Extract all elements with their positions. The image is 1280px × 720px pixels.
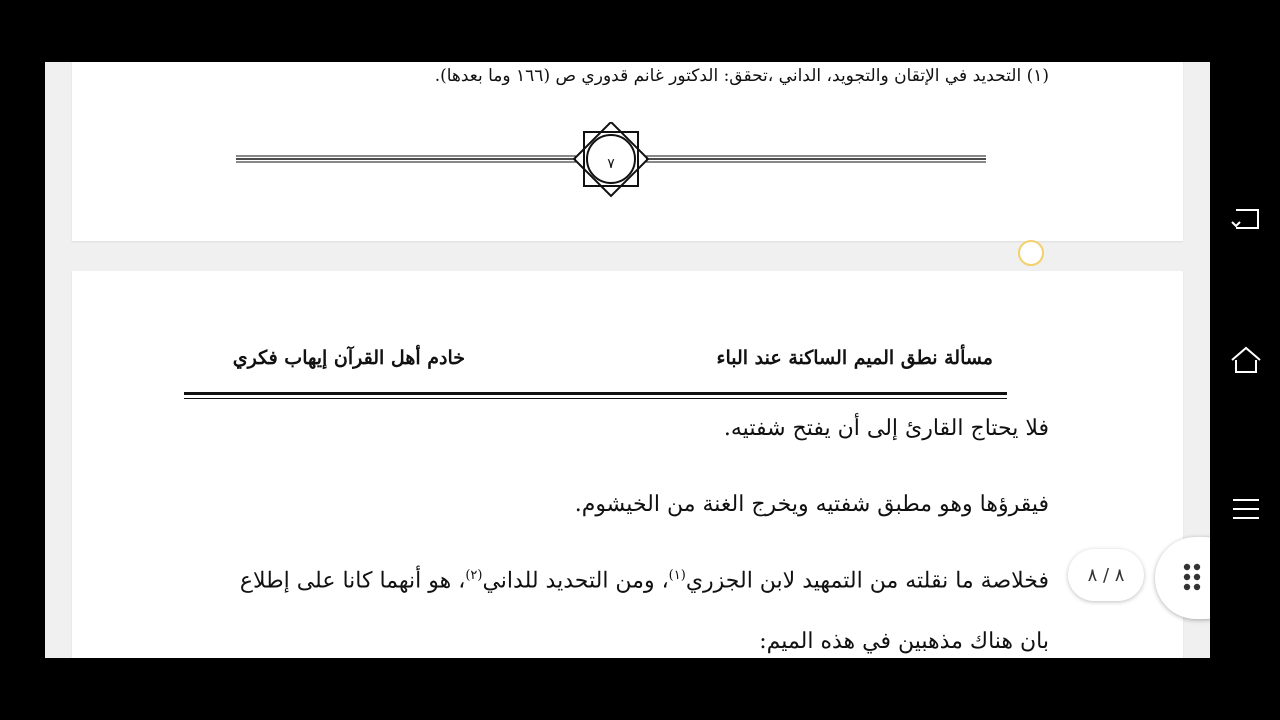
footnote: (١) التحديد في الإتقان والتجويد، الداني ،تحقق: الدكتور غانم قدوري ص (١٦٦ وما بعدها). (434, 66, 1049, 86)
recents-icon[interactable] (1228, 491, 1264, 527)
page-header-title: مسألة نطق الميم الساكنة عند الباء (716, 347, 993, 369)
page-header-author: خادم أهل القرآن إيهاب فكري (232, 347, 465, 369)
page-number: ٧ (607, 156, 615, 172)
previous-page (72, 62, 1183, 241)
body-text-segment: ، هو أنهما كانا على إطلاع (239, 568, 466, 594)
body-text-line: فيقرؤها وهو مطبق شفتيه ويخرج الغنة من الخيشوم. (574, 492, 1049, 517)
scroll-handle[interactable] (1018, 240, 1044, 266)
header-rule (184, 392, 1007, 395)
current-page (72, 271, 1183, 658)
footnote-reference[interactable]: (٢) (465, 568, 483, 583)
body-text-line: بان هناك مذهبين في هذه الميم: (759, 629, 1049, 654)
header-rule-thin (184, 398, 1007, 399)
page-indicator[interactable]: ٨ / ٨ (1068, 549, 1144, 601)
pdf-viewer[interactable] (45, 62, 1210, 658)
footnote-reference[interactable]: (١) (668, 568, 686, 583)
body-text-line: فلا يحتاج القارئ إلى أن يفتح شفتيه. (723, 416, 1049, 441)
body-text-segment: ، ومن التحديد للداني (482, 568, 669, 594)
system-navigation-bar (1210, 0, 1280, 720)
home-icon[interactable] (1228, 342, 1264, 378)
body-text-line (240, 568, 1049, 593)
body-text-segment: فخلاصة ما نقلته من التمهيد لابن الجزري (685, 568, 1049, 594)
back-icon[interactable] (1228, 200, 1264, 236)
